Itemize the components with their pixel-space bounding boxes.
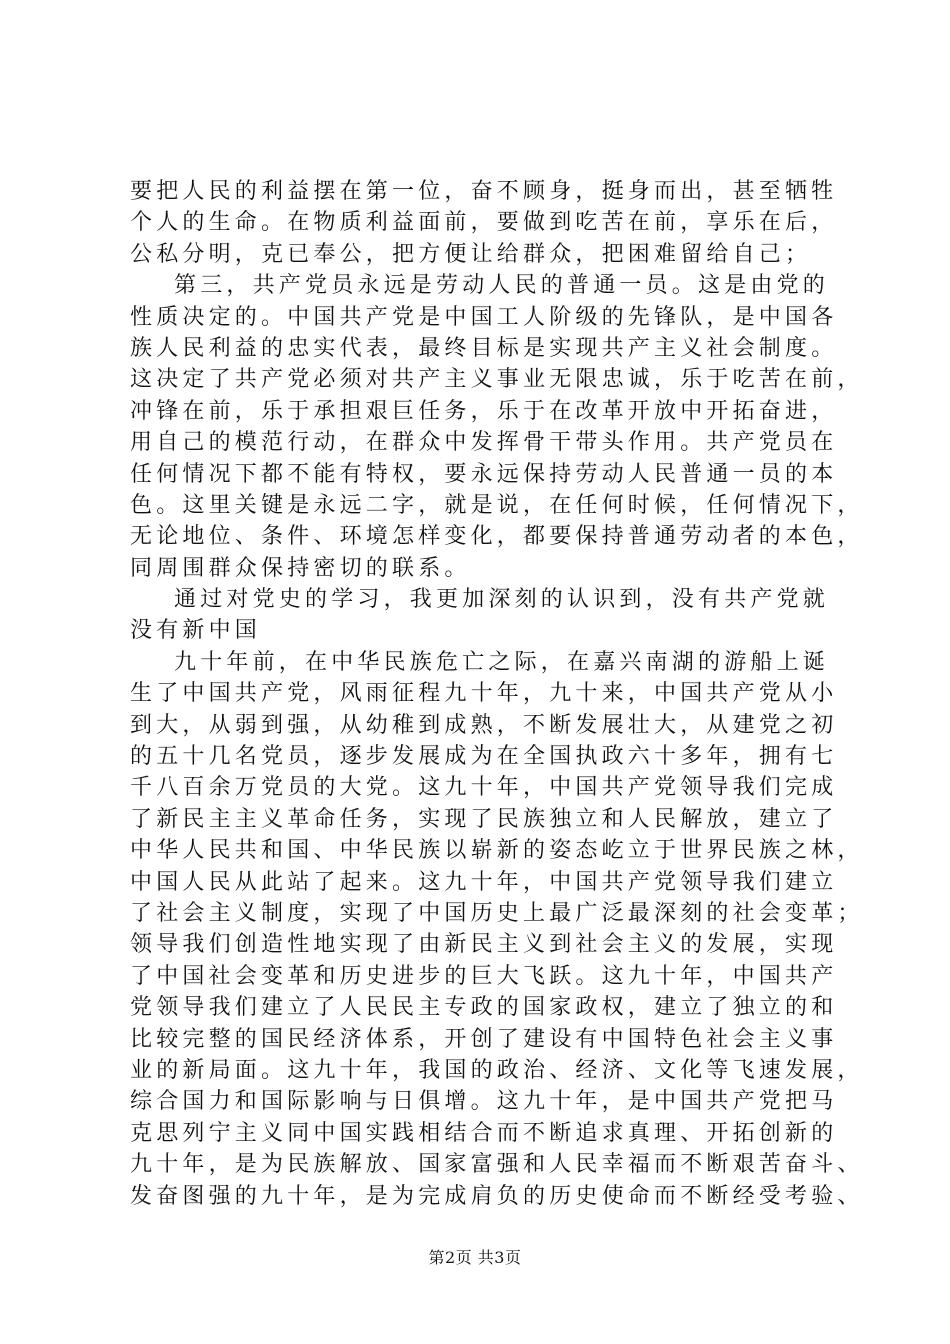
text-line: 比较完整的国民经济体系，开创了建设有中国特色社会主义事: [130, 1026, 838, 1052]
text-line: 没有新中国: [130, 618, 262, 644]
text-line: 这决定了共产党必须对共产主义事业无限忠诚，乐于吃苦在前，: [130, 367, 864, 393]
text-line: 冲锋在前，乐于承担艰巨任务，乐于在改革开放中开拓奋进，: [130, 398, 838, 424]
page-footer: 第2页 共3页: [428, 1248, 522, 1267]
text-line: 中华人民共和国、中华民族以崭新的姿态屹立于世界民族之林，: [130, 838, 864, 864]
text-line: 九十年，是为民族解放、国家富强和人民幸福而不断艰苦奋斗、: [130, 1152, 864, 1178]
text-line: 用自己的模范行动，在群众中发挥骨干带头作用。共产党员在: [130, 430, 838, 456]
text-line: 色。这里关键是永远二字，就是说，在任何时候，任何情况下，: [130, 492, 864, 518]
text-line: 了社会主义制度，实现了中国历史上最广泛最深刻的社会变革；: [130, 900, 864, 926]
text-line: 党领导我们建立了人民民主专政的国家政权，建立了独立的和: [130, 995, 838, 1021]
text-line: 生了中国共产党，风雨征程九十年，九十来，中国共产党从小: [130, 681, 838, 707]
text-line: 公私分明，克已奉公，把方便让给群众，把困难留给自己；: [130, 241, 812, 267]
text-line: 通过对党史的学习，我更加深刻的认识到，没有共产党就: [174, 587, 830, 613]
text-line: 九十年前，在中华民族危亡之际，在嘉兴南湖的游船上诞: [174, 649, 830, 675]
text-line: 综合国力和国际影响与日俱增。这九十年，是中国共产党把马: [130, 1089, 838, 1115]
text-line: 要把人民的利益摆在第一位，奋不顾身，挺身而出，甚至牺牲: [130, 179, 838, 204]
text-line: 无论地位、条件、环境怎样变化，都要保持普通劳动者的本色，: [130, 524, 864, 550]
text-line: 了新民主主义革命任务，实现了民族独立和人民解放，建立了: [130, 806, 838, 832]
body-text: [130, 176, 864, 1212]
text-line: 克思列宁主义同中国实践相结合而不断追求真理、开拓创新的: [130, 1120, 838, 1146]
text-line: 领导我们创造性地实现了由新民主义到社会主义的发展，实现: [130, 932, 838, 958]
text-line: 个人的生命。在物质利益面前，要做到吃苦在前，享乐在后，: [130, 210, 838, 236]
text-line: 任何情况下都不能有特权，要永远保持劳动人民普通一员的本: [130, 461, 838, 487]
text-line: 同周围群众保持密切的联系。: [130, 555, 471, 581]
text-line: 的五十几名党员，逐步发展成为在全国执政六十多年，拥有七: [130, 744, 838, 770]
text-line: 第三，共产党员永远是劳动人民的普通一员。这是由党的: [174, 273, 830, 299]
text-line: 业的新局面。这九十年，我国的政治、经济、文化等飞速发展，: [130, 1057, 864, 1083]
text-line: 中国人民从此站了起来。这九十年，中国共产党领导我们建立: [130, 869, 838, 895]
text-line: 到大，从弱到强，从幼稚到成熟，不断发展壮大，从建党之初: [130, 712, 838, 738]
text-line: 千八百余万党员的大党。这九十年，中国共产党领导我们完成: [130, 775, 838, 801]
text-line: 了中国社会变革和历史进步的巨大飞跃。这九十年，中国共产: [130, 963, 838, 989]
text-line: 性质决定的。中国共产党是中国工人阶级的先锋队，是中国各: [130, 304, 838, 330]
text-line: 族人民利益的忠实代表，最终目标是实现共产主义社会制度。: [130, 335, 838, 361]
text-line: 发奋图强的九十年，是为完成肩负的历史使命而不断经受考验、: [130, 1183, 864, 1209]
